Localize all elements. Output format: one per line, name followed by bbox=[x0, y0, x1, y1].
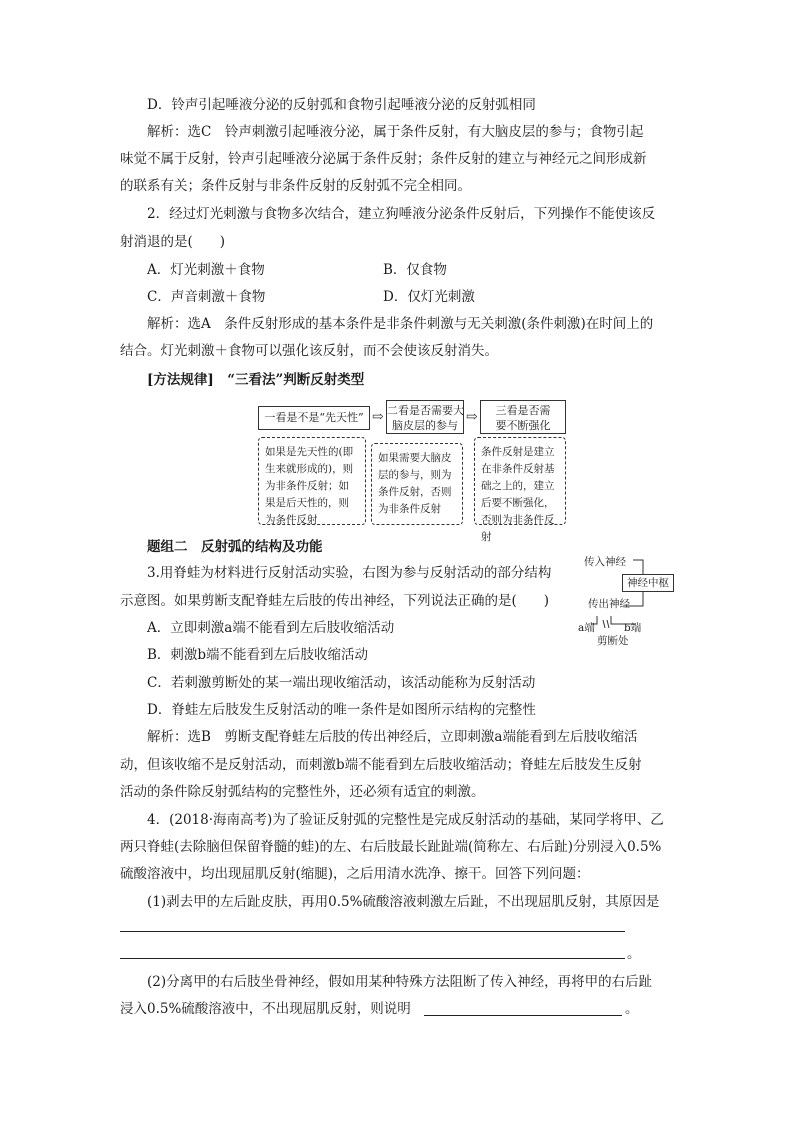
flow-note3: 条件反射是建立在非条件反射基础之上的，建立后要不断强化，否则为非条件反射 bbox=[474, 437, 566, 525]
q2-option-b: B．仅食物 bbox=[383, 262, 447, 278]
cut-label: 剪断处 bbox=[597, 635, 629, 647]
b-end-label: b端 bbox=[624, 622, 642, 634]
q4-stem-line3: 硫酸溶液中，均出现屈肌反射(缩腿)，之后用清水洗净、擦干。回答下列问题： bbox=[120, 866, 590, 882]
q1-analysis-line3: 的联系有关；条件反射与非条件反射的反射弧不完全相同。 bbox=[120, 178, 471, 194]
flow-arrow1-icon: ⇨ bbox=[372, 409, 384, 425]
group2-title: 题组二 反射弧的结构及功能 bbox=[147, 539, 323, 555]
flow-step3-line1: 三看是否需 bbox=[495, 404, 551, 417]
q1-analysis-line1: 解析：选C 铃声刺激引起唾液分泌，属于条件反射，有大脑皮层的参与；食物引起 bbox=[147, 124, 644, 140]
q3-stem-line1: 3.用脊蛙为材料进行反射活动实验，右图为参与反射活动的部分结构 bbox=[147, 565, 552, 581]
q3-option-b: B．刺激b端不能看到左后肢收缩活动 bbox=[147, 647, 369, 663]
cut-mark bbox=[603, 620, 609, 628]
afferent-label: 传入神经 bbox=[580, 554, 630, 570]
flow-step3 bbox=[480, 400, 566, 434]
q4-stem-line2: 两只脊蛙(去除脑但保留脊髓的蛙)的左、右后肢最长趾趾端(简称左、右后趾)分别浸入0.5% bbox=[120, 839, 662, 855]
q4-sub1-answer-blank1 bbox=[120, 930, 625, 932]
q1-option-d: D．铃声引起唾液分泌的反射弧和食物引起唾液分泌的反射弧相同 bbox=[147, 97, 536, 113]
q3-option-c: C．若刺激剪断处的某一端出现收缩活动，该活动能称为反射活动 bbox=[147, 675, 536, 691]
flow-step3-line2: 要不断强化 bbox=[495, 419, 551, 432]
method-title: [方法规律] “三看法”判断反射类型 bbox=[147, 372, 365, 388]
flow-note1: 如果是先天性的(即生来就形成的)，则为非条件反射；如果是后天性的，则为条件反射 bbox=[258, 437, 366, 525]
q2-option-d: D．仅灯光刺激 bbox=[383, 289, 475, 305]
flow-step2 bbox=[386, 400, 464, 434]
q4-sub1: (1)剥去甲的左后趾皮肤，再用0.5%硫酸溶液刺激左后趾，不出现屈肌反射，其原因是 bbox=[147, 894, 660, 910]
afferent-connector bbox=[633, 560, 643, 574]
flow-step2-line1: 二看是否需要大 bbox=[387, 404, 464, 417]
q2-analysis-line2: 结合。灯光刺激＋食物可以强化该反射，而不会使该反射消失。 bbox=[120, 343, 498, 359]
q2-analysis-line1: 解析：选A 条件反射形成的基本条件是非条件刺激与无关刺激(条件刺激)在时间上的 bbox=[147, 316, 654, 332]
a-end-label: a端 bbox=[578, 622, 595, 634]
q4-sub2-line2: 浸入0.5%硫酸溶液中，不出现屈肌反射，则说明 bbox=[120, 1001, 411, 1017]
center-box: 神经中枢 bbox=[622, 574, 674, 592]
q4-stem-line1: 4．(2018·海南高考)为了验证反射弧的完整性是完成反射活动的基础，某同学将甲、乙 bbox=[147, 812, 664, 828]
q4-sub2-line1: (2)分离甲的右后肢坐骨神经，假如用某种特殊方法阻断了传入神经，再将甲的右后趾 bbox=[147, 974, 653, 990]
flow-note2: 如果需要大脑皮层的参与，则为条件反射，否则为非条件反射 bbox=[371, 443, 463, 525]
q2-stem-line1: 2．经过灯光刺激与食物多次结合，建立狗唾液分泌条件反射后，下列操作不能使该反 bbox=[147, 206, 656, 222]
efferent-label: 传出神经 bbox=[588, 598, 630, 610]
q3-analysis-line3: 活动的条件除反射弧结构的完整性外，还必须有适宜的刺激。 bbox=[120, 784, 485, 800]
q4-sub2-period: 。 bbox=[625, 1001, 639, 1017]
flow-step2-line2: 脑皮层的参与 bbox=[392, 419, 458, 432]
q4-sub1-answer-blank2 bbox=[120, 957, 625, 959]
q3-analysis-line1: 解析：选B 剪断支配脊蛙左后肢的传出神经后，立即刺激a端能看到左后肢收缩活 bbox=[147, 729, 638, 745]
q4-sub1-period: 。 bbox=[627, 946, 641, 962]
q3-stem-line2: 示意图。如果剪断支配脊蛙左后肢的传出神经，下列说法正确的是( ) bbox=[120, 593, 550, 609]
q2-option-a: A．灯光刺激＋食物 bbox=[147, 262, 265, 278]
q1-analysis-line2: 味觉不属于反射，铃声引起唾液分泌属于条件反射；条件反射的建立与神经元之间形成新 bbox=[120, 151, 647, 167]
q3-option-a: A．立即刺激a端不能看到左后肢收缩活动 bbox=[147, 620, 395, 636]
flow-arrow2-icon: ⇨ bbox=[466, 409, 478, 425]
flow-step1: 一看是不是“先天性” bbox=[258, 406, 370, 430]
q3-analysis-line2: 动，但该收缩不是反射活动，而刺激b端不能看到左后肢收缩活动；脊蛙左后肢发生反射 bbox=[120, 757, 642, 773]
q2-stem-line2: 射消退的是( ) bbox=[120, 234, 226, 250]
q3-option-d: D．脊蛙左后肢发生反射活动的唯一条件是如图所示结构的完整性 bbox=[147, 702, 536, 718]
q2-option-c: C．声音刺激＋食物 bbox=[147, 289, 266, 305]
q4-sub2-answer-blank bbox=[424, 1014, 622, 1016]
